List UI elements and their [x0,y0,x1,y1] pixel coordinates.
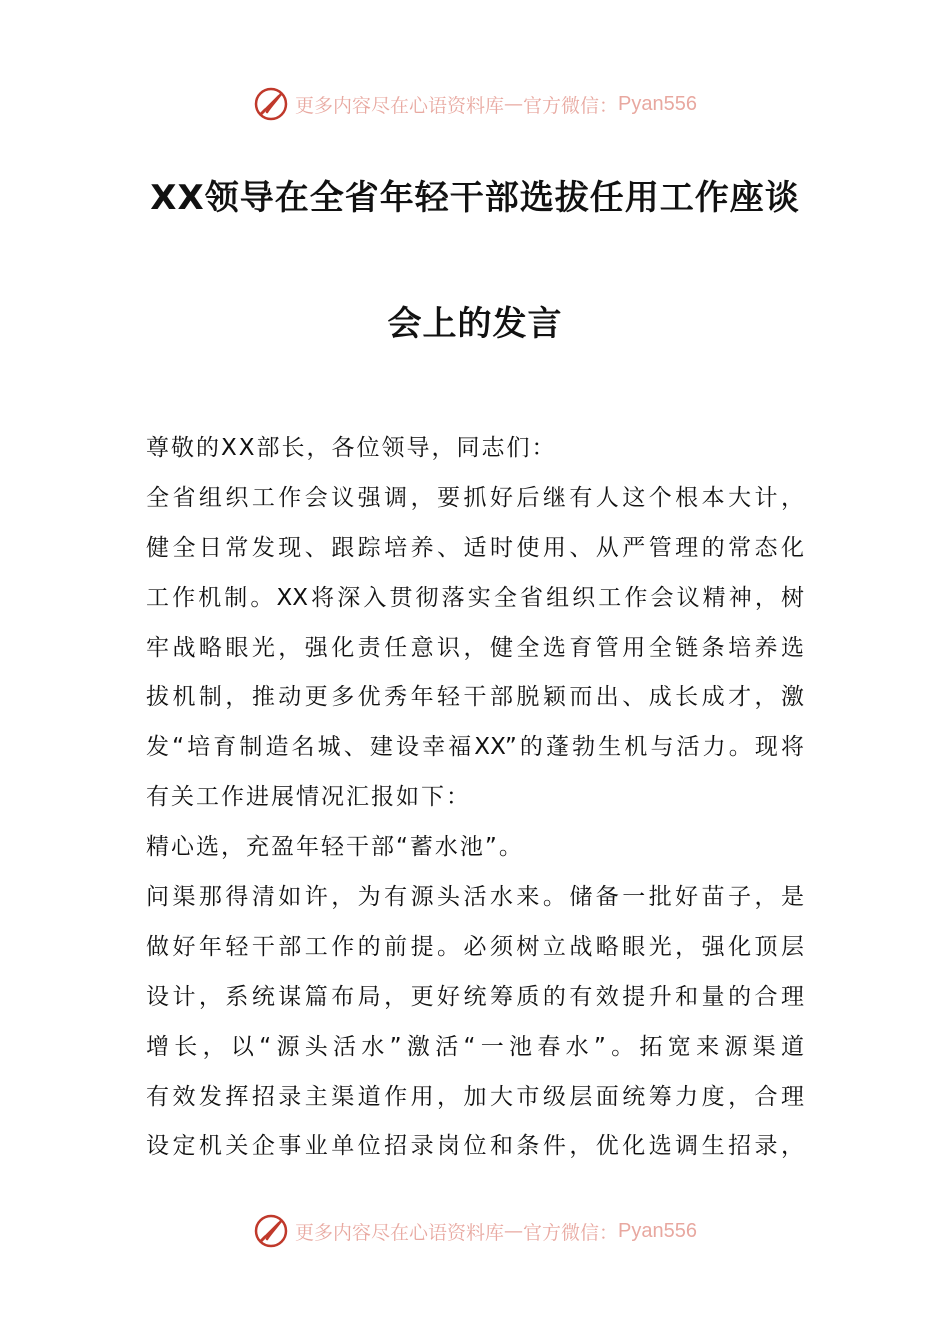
body-line: 增长，以“源头活水”激活“一池春水”。拓宽来源渠道 [146,1033,804,1060]
watermark-text: 更多内容尽在心语资料库 [295,94,505,117]
watermark-label: 官方微信： [523,1221,619,1244]
body-line: 全省组织工作会议强调，要抓好后继有人这个根本大计， [146,484,804,511]
document-title-line-2: 会上的发言 [387,304,563,344]
body-line: 设定机关企事业单位招录岗位和条件，优化选调生招录， [146,1133,804,1160]
body-line: 拔机制，推动更多优秀年轻干部脱颖而出、成长成才，激 [146,684,804,711]
watermark-wechat-id: Pyan556 [618,1219,697,1242]
body-line: 有效发挥招录主渠道作用，加大市级层面统筹力度，合理 [146,1083,804,1110]
watermark-dash: — [504,1220,524,1242]
watermark-text: 更多内容尽在心语资料库 [295,1221,505,1244]
body-line: 有关工作进展情况汇报如下： [146,784,471,811]
document-title-line-1: XX领导在全省年轻干部选拔任用工作座谈 [150,178,800,218]
watermark-dash: — [504,93,524,115]
body-line: 牢战略眼光，强化责任意识，健全选育管用全链条培养选 [146,634,804,661]
body-line: 发“培育制造名城、建设幸福XX”的蓬勃生机与活力。现将 [146,734,804,761]
body-line: 做好年轻干部工作的前提。必须树立战略眼光，强化顶层 [146,933,804,960]
footer-watermark [0,1211,950,1251]
header-watermark [0,84,950,124]
watermark-label: 官方微信： [523,94,619,117]
body-line: 工作机制。XX将深入贯彻落实全省组织工作会议精神，树 [146,584,804,611]
body-line: 尊敬的XX部长，各位领导，同志们： [146,435,557,461]
quill-logo-icon [253,86,289,122]
body-line: 健全日常发现、跟踪培养、适时使用、从严管理的常态化 [146,534,804,561]
quill-logo-icon [253,1213,289,1249]
body-line: 问渠那得清如许，为有源头活水来。储备一批好苗子，是 [146,884,804,911]
watermark-wechat-id: Pyan556 [618,92,697,115]
body-line: 设计，系统谋篇布局，更好统筹质的有效提升和量的合理 [146,983,804,1010]
body-line: 精心选，充盈年轻干部“蓄水池”。 [146,834,524,861]
document-body [146,424,804,1172]
